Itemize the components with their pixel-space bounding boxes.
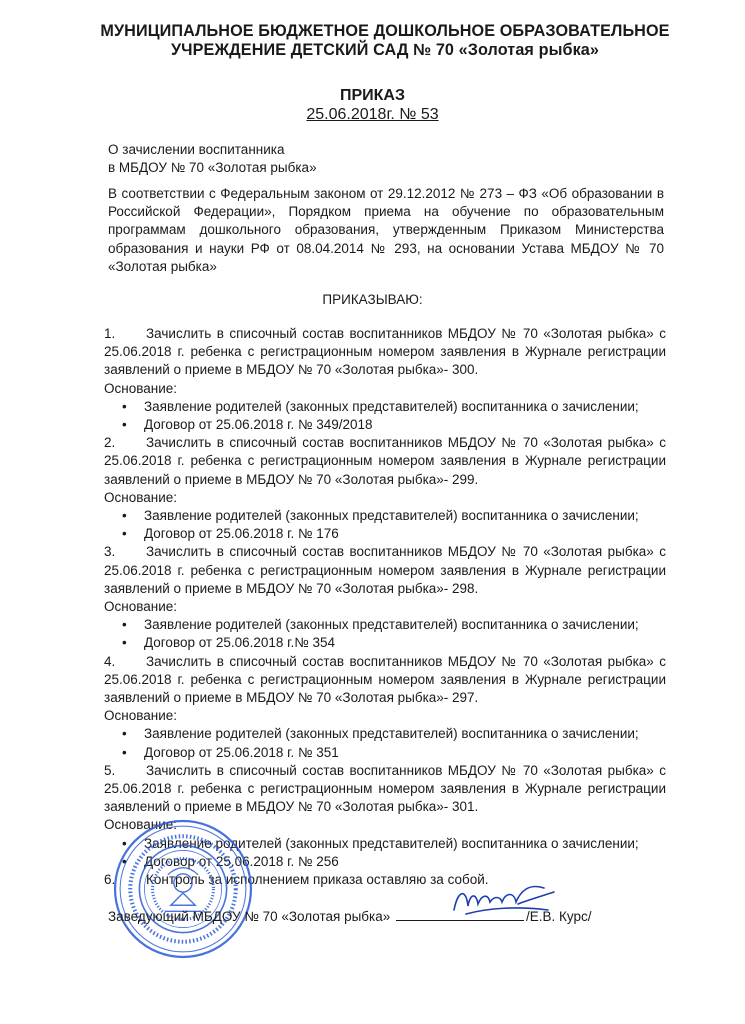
header-line-1: МУНИЦИПАЛЬНОЕ БЮДЖЕТНОЕ ДОШКОЛЬНОЕ ОБРАЗОВАТЕЛЬНОЕ xyxy=(100,22,670,40)
basis-item: • Договор от 25.06.2018 г. № 351 xyxy=(104,744,666,762)
document-header xyxy=(40,22,730,60)
item-number: 6. xyxy=(104,872,116,888)
basis-label: Основание: xyxy=(104,489,177,505)
basis-item: • Договор от 25.06.2018 г.№ 354 xyxy=(104,634,666,652)
signature-line xyxy=(108,906,668,926)
order-item xyxy=(104,653,666,708)
document-title: ПРИКАЗ xyxy=(339,87,405,104)
basis-item: • Заявление родителей (законных представителей) воспитанника о зачислении; xyxy=(104,725,666,743)
basis-item: • Договор от 25.06.2018 г. № 176 xyxy=(104,525,666,543)
basis-list xyxy=(104,507,666,543)
order-date-number xyxy=(0,105,745,125)
header-line-2: УЧРЕЖДЕНИЕ ДЕТСКИЙ САД № 70 «Золотая рыбка» xyxy=(171,41,599,59)
basis-item: • Заявление родителей (законных представителей) воспитанника о зачислении; xyxy=(104,835,666,853)
basis-list xyxy=(104,725,666,761)
basis-item: • Заявление родителей (законных представителей) воспитанника о зачислении; xyxy=(104,398,666,416)
item-number: 1. xyxy=(104,326,116,341)
basis-item: • Заявление родителей (законных представителей) воспитанника о зачислении; xyxy=(104,616,666,634)
item-number: 4. xyxy=(104,653,116,669)
order-item xyxy=(104,325,666,380)
basis-item: • Договор от 25.06.2018 г. № 349/2018 xyxy=(104,416,666,434)
item-text: Зачислить в списочный состав воспитанников МБДОУ № 70 «Золотая рыбка» с 25.06.2018 г. ребенка с регистрационным номером заявления в Журнале регистрации заявлений о приеме в МБДОУ № 70 «Золотая рыбка»- 301. xyxy=(104,762,666,815)
order-date-number-text: 25.06.2018г. № 53 xyxy=(306,106,439,123)
order-items xyxy=(104,325,666,889)
basis-item: • Заявление родителей (законных представителей) воспитанника о зачислении; xyxy=(104,507,666,525)
order-word: ПРИКАЗЫВАЮ: xyxy=(322,292,423,307)
item-number: 5. xyxy=(104,762,116,778)
basis-list xyxy=(104,398,666,434)
basis-label: Основание: xyxy=(104,817,177,833)
order-item xyxy=(104,434,666,489)
item-text: Контроль за исполнением приказа оставляю за собой. xyxy=(146,872,489,888)
basis-list xyxy=(104,616,666,652)
order-item xyxy=(104,543,666,598)
item-text: Зачислить в списочный состав воспитанников МБДОУ № 70 «Золотая рыбка» с 25.06.2018 г. ребенка с регистрационным номером заявления в Журнале регистрации заявлений о приеме в МБДОУ № 70 «Золотая рыбка»- 298. xyxy=(104,544,666,596)
signatory-name: /Е.В. Курс/ xyxy=(526,909,592,924)
official-seal-icon xyxy=(112,818,254,960)
basis-label: Основание: xyxy=(104,599,177,615)
item-number: 3. xyxy=(104,544,116,560)
signature-blank xyxy=(396,906,524,921)
basis-label: Основание: xyxy=(104,708,177,724)
item-text: Зачислить в списочный состав воспитанников МБДОУ № 70 «Золотая рыбка» с 25.06.2018 г. ребенка с регистрационным номером заявления в Журнале регистрации заявлений о приеме в МБДОУ № 70 «Золотая рыбка»- 300. xyxy=(104,326,666,378)
preamble-paragraph: В соответствии с Федеральным законом от 29.12.2012 № 273 – ФЗ «Об образовании в Российской Федерации», Порядком приема на обучение по образовательным программам дошкольного образования, утвержденным Приказом Министерства образования и науки РФ от 08.04.2014 № 293, на основании Устава МБДОУ № 70 «Золотая рыбка» xyxy=(108,186,664,274)
item-text: Зачислить в списочный состав воспитанников МБДОУ № 70 «Золотая рыбка» с 25.06.2018 г. ребенка с регистрационным номером заявления в Журнале регистрации заявлений о приеме в МБДОУ № 70 «Золотая рыбка»- 299. xyxy=(104,435,666,487)
basis-item: • Договор от 25.06.2018 г. № 256 xyxy=(104,853,666,871)
basis-label: Основание: xyxy=(104,380,177,396)
item-text: Зачислить в списочный состав воспитанников МБДОУ № 70 «Золотая рыбка» с 25.06.2018 г. ребенка с регистрационным номером заявления в Журнале регистрации заявлений о приеме в МБДОУ № 70 «Золотая рыбка»- 297. xyxy=(104,653,666,706)
item-number: 2. xyxy=(104,435,116,451)
subject-line-2: в МБДОУ № 70 «Золотая рыбка» xyxy=(108,160,317,175)
signatory-position: Заведующий МБДОУ № 70 «Золотая рыбка» xyxy=(108,909,391,924)
order-item xyxy=(104,762,666,817)
subject-line-1: О зачислении воспитанника xyxy=(108,142,285,157)
order-subject xyxy=(108,141,317,177)
